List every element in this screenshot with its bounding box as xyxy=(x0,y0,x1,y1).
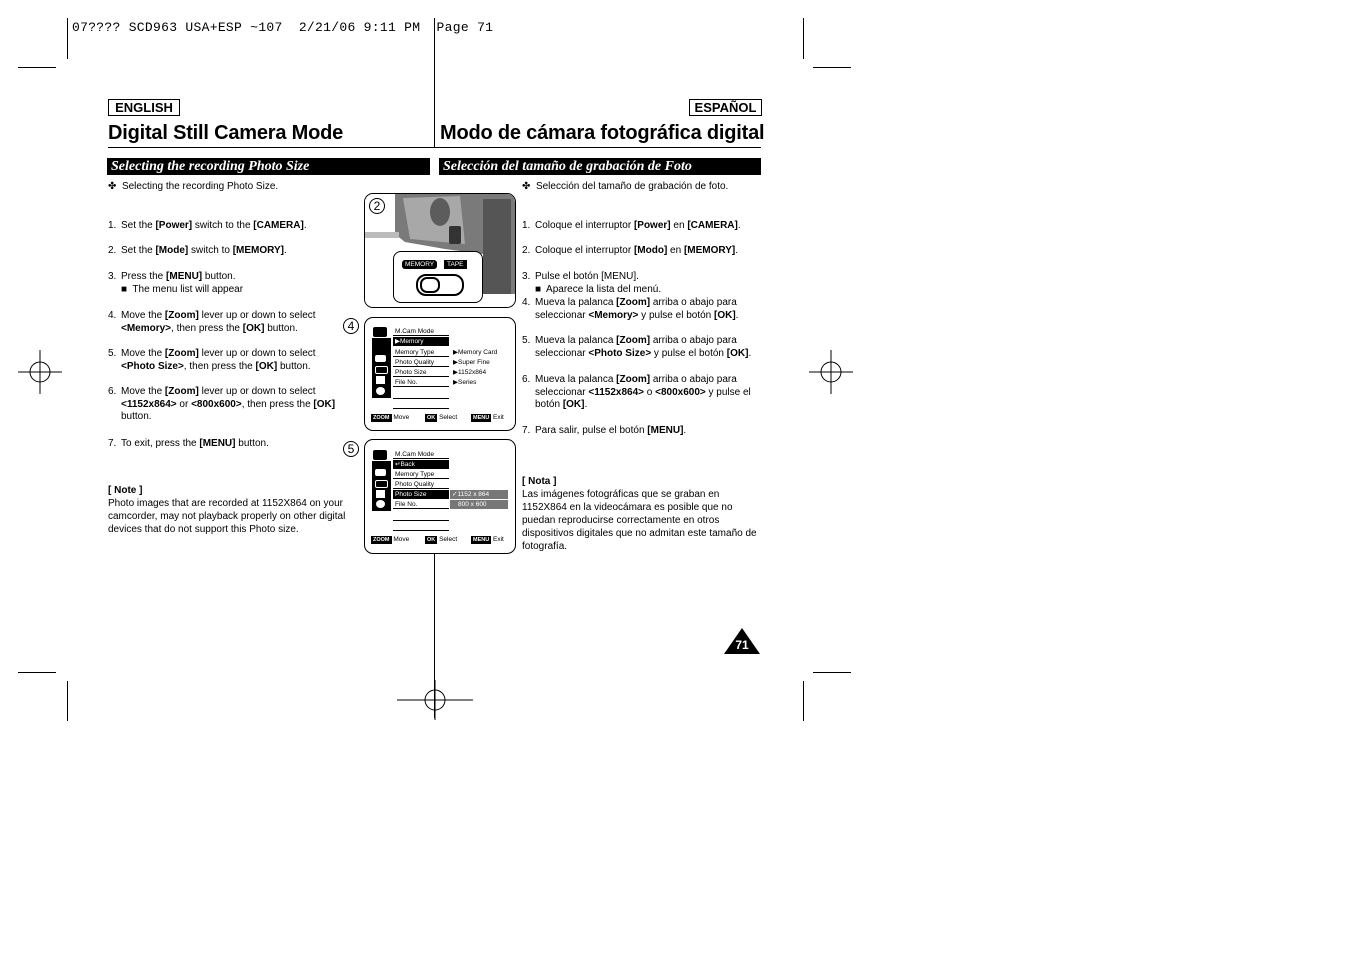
camera-icon xyxy=(373,327,387,337)
lcd-footer xyxy=(371,413,409,422)
spanish-intro-text: Selección del tamaño de grabación de foto. xyxy=(535,181,729,192)
lcd-screen xyxy=(370,325,510,422)
spanish-note-line: Las imágenes fotográficas que se graban en xyxy=(522,489,720,500)
exit-label: Exit xyxy=(493,414,504,421)
lcd-footer xyxy=(471,413,504,422)
bullet-icon: ✤ xyxy=(108,181,117,192)
step-number: 2. xyxy=(522,245,531,256)
tape-icon xyxy=(375,480,388,488)
option-label: 1152 x 864 xyxy=(457,491,490,498)
exit-label: Exit xyxy=(493,536,504,543)
step-text: To exit, press the [MENU] button. xyxy=(121,438,269,449)
menu-value-text: Memory Card xyxy=(458,349,498,356)
spanish-note-line: 1152X864 en la videocámara es posible que no xyxy=(522,502,733,513)
print-icon xyxy=(376,490,385,498)
menu-header: M.Cam Mode xyxy=(393,450,449,459)
step-number: 3. xyxy=(522,271,531,282)
step-number: 6. xyxy=(108,386,117,397)
crop-mark xyxy=(67,18,68,59)
mode-switch xyxy=(416,274,464,296)
lcd-screen xyxy=(370,448,510,545)
tape-icon xyxy=(375,366,388,374)
english-title: Digital Still Camera Mode xyxy=(108,122,344,144)
english-label: ENGLISH xyxy=(108,99,180,116)
memory-label: MEMORY xyxy=(402,260,437,269)
step-number: 5. xyxy=(522,335,531,346)
menu-divider xyxy=(393,408,449,409)
figure-number: 2 xyxy=(369,198,385,214)
menu-divider xyxy=(393,398,449,399)
spanish-note-line: fotografía. xyxy=(522,541,568,552)
step-number: 7. xyxy=(522,425,531,436)
menu-item: Photo Quality xyxy=(393,480,449,489)
bullet-icon: ✤ xyxy=(522,181,531,192)
camera-icon xyxy=(373,450,387,460)
crop-mark xyxy=(18,672,56,673)
menu-value: ▶Series xyxy=(453,379,477,386)
english-intro xyxy=(108,181,278,194)
spanish-note-line: puedan reproducirse correctamente en otros xyxy=(522,515,720,526)
print-icon xyxy=(376,376,385,384)
photo-icon xyxy=(375,355,386,362)
step-text: Pulse el botón [MENU]. ■ Aparece la lista del menú. xyxy=(535,271,662,295)
step-text: Move the [Zoom] lever up or down to select <Photo Size>, then press the [OK] button. xyxy=(121,348,316,372)
english-note-line: camcorder, may not playback properly on other digital xyxy=(108,511,346,522)
step-text: Mueva la palanca [Zoom] arriba o abajo para seleccionar <1152x864> o <800x600> y pulse el botón [OK]. xyxy=(535,374,751,411)
menu-item: File No. xyxy=(393,500,449,509)
crop-mark xyxy=(813,67,851,68)
step-number: 7. xyxy=(108,438,117,449)
center-fold-line-top xyxy=(434,18,435,148)
step-text: Set the [Power] switch to the [CAMERA]. xyxy=(121,220,307,231)
step-text: Press the [MENU] button. ■ The menu list will appear xyxy=(121,271,244,295)
step-text: Mueva la palanca [Zoom] arriba o abajo para seleccionar <Photo Size> y pulse el botón [OK]. xyxy=(535,335,752,359)
zoom-key: ZOOM xyxy=(373,415,390,421)
menu-item: Photo Quality xyxy=(393,358,449,367)
menu-value: ▶Memory Card xyxy=(453,349,498,356)
figure-number: 5 xyxy=(343,441,359,457)
registration-mark xyxy=(18,350,62,394)
spanish-intro xyxy=(522,181,728,194)
spanish-label: ESPAÑOL xyxy=(689,99,762,116)
figure-number: 4 xyxy=(343,318,359,334)
option-1152: ✓1152 x 864 xyxy=(450,490,508,499)
ok-key: OK xyxy=(427,415,436,421)
settings-icon xyxy=(376,387,385,395)
tape-label: TAPE xyxy=(444,260,467,269)
english-note-line: devices that do not support this Photo size. xyxy=(108,524,299,535)
step-text: Coloque el interruptor [Modo] en [MEMORY]. xyxy=(535,245,739,256)
move-label: Move xyxy=(393,414,410,421)
menu-item-memory: ▶Memory xyxy=(393,337,449,346)
step-number: 1. xyxy=(522,220,531,231)
crop-mark xyxy=(67,681,68,721)
step-number: 6. xyxy=(522,374,531,385)
step-text: Coloque el interruptor [Power] en [CAMERA]. xyxy=(535,220,741,231)
menu-item-label: Memory xyxy=(400,338,424,345)
crop-mark xyxy=(18,67,56,68)
registration-mark xyxy=(809,350,853,394)
step-number: 4. xyxy=(108,310,117,321)
english-note-line: Photo images that are recorded at 1152X864 on your xyxy=(108,498,343,509)
lcd-footer xyxy=(425,535,457,544)
step-number: 2. xyxy=(108,245,117,256)
mode-switch-knob xyxy=(420,277,440,293)
step-text: Mueva la palanca [Zoom] arriba o abajo para seleccionar <Memory> y pulse el botón [OK]. xyxy=(535,297,739,321)
select-label: Select xyxy=(439,536,458,543)
step-number: 4. xyxy=(522,297,531,308)
spanish-note-line: dispositivos digitales que no admitan este tamaño de xyxy=(522,528,757,539)
lcd-footer xyxy=(471,535,504,544)
menu-item: Photo Size xyxy=(393,368,449,377)
menu-item-photo-size: Photo Size xyxy=(393,490,449,499)
menu-value-text: Series xyxy=(458,379,477,386)
menu-divider xyxy=(393,530,449,531)
menu-value-text: Super Fine xyxy=(458,359,490,366)
english-intro-text: Selecting the recording Photo Size. xyxy=(121,181,279,192)
lcd-footer xyxy=(371,535,409,544)
menu-key: MENU xyxy=(473,537,490,543)
step-text: Move the [Zoom] lever up or down to select <1152x864> or <800x600>, then press the [OK] button. xyxy=(121,386,336,423)
menu-item: Memory Type xyxy=(393,470,449,479)
crop-mark xyxy=(803,681,804,721)
step-number: 1. xyxy=(108,220,117,231)
crop-mark xyxy=(803,18,804,59)
spanish-title: Modo de cámara fotográfica digital xyxy=(440,122,765,144)
crop-mark xyxy=(813,672,851,673)
menu-item: File No. xyxy=(393,378,449,387)
select-label: Select xyxy=(439,414,458,421)
menu-item-label: Back xyxy=(400,461,415,468)
zoom-key: ZOOM xyxy=(373,537,390,543)
english-section-bar: Selecting the recording Photo Size xyxy=(107,158,430,175)
figure-4-panel xyxy=(364,317,516,431)
figure-5-panel xyxy=(364,439,516,554)
menu-key: MENU xyxy=(473,415,490,421)
spanish-note-title: [ Nota ] xyxy=(522,476,557,487)
figure-2-panel xyxy=(364,193,516,308)
print-header: 07???? SCD963 USA+ESP ~107 2/21/06 9:11 PM Page 71 xyxy=(72,20,494,35)
step-number: 3. xyxy=(108,271,117,282)
option-800 xyxy=(450,500,508,509)
menu-item-back: ↵Back xyxy=(393,460,449,469)
spanish-section-bar: Selección del tamaño de grabación de Foto xyxy=(439,158,761,175)
menu-value: ▶Super Fine xyxy=(453,359,490,366)
photo-icon xyxy=(375,469,386,476)
menu-value: ▶1152x864 xyxy=(453,369,487,376)
ok-key: OK xyxy=(427,537,436,543)
menu-divider xyxy=(393,520,449,521)
step-text: Move the [Zoom] lever up or down to select <Memory>, then press the [OK] button. xyxy=(121,310,316,334)
menu-item: Memory Type xyxy=(393,348,449,357)
menu-value-text: 1152x864 xyxy=(458,369,487,376)
page-number: 71 xyxy=(735,638,749,652)
move-label: Move xyxy=(393,536,410,543)
english-note-title: [ Note ] xyxy=(108,485,143,496)
option-label: 800 x 600 xyxy=(458,501,487,508)
registration-mark xyxy=(397,680,473,720)
mode-switch-callout xyxy=(393,251,483,303)
menu-header: M.Cam Mode xyxy=(393,327,449,336)
step-text: Set the [Mode] switch to [MEMORY]. xyxy=(121,245,287,256)
step-number: 5. xyxy=(108,348,117,359)
title-rule xyxy=(108,147,761,148)
lcd-footer xyxy=(425,413,457,422)
settings-icon xyxy=(376,500,385,508)
step-text: Para salir, pulse el botón [MENU]. xyxy=(535,425,687,436)
